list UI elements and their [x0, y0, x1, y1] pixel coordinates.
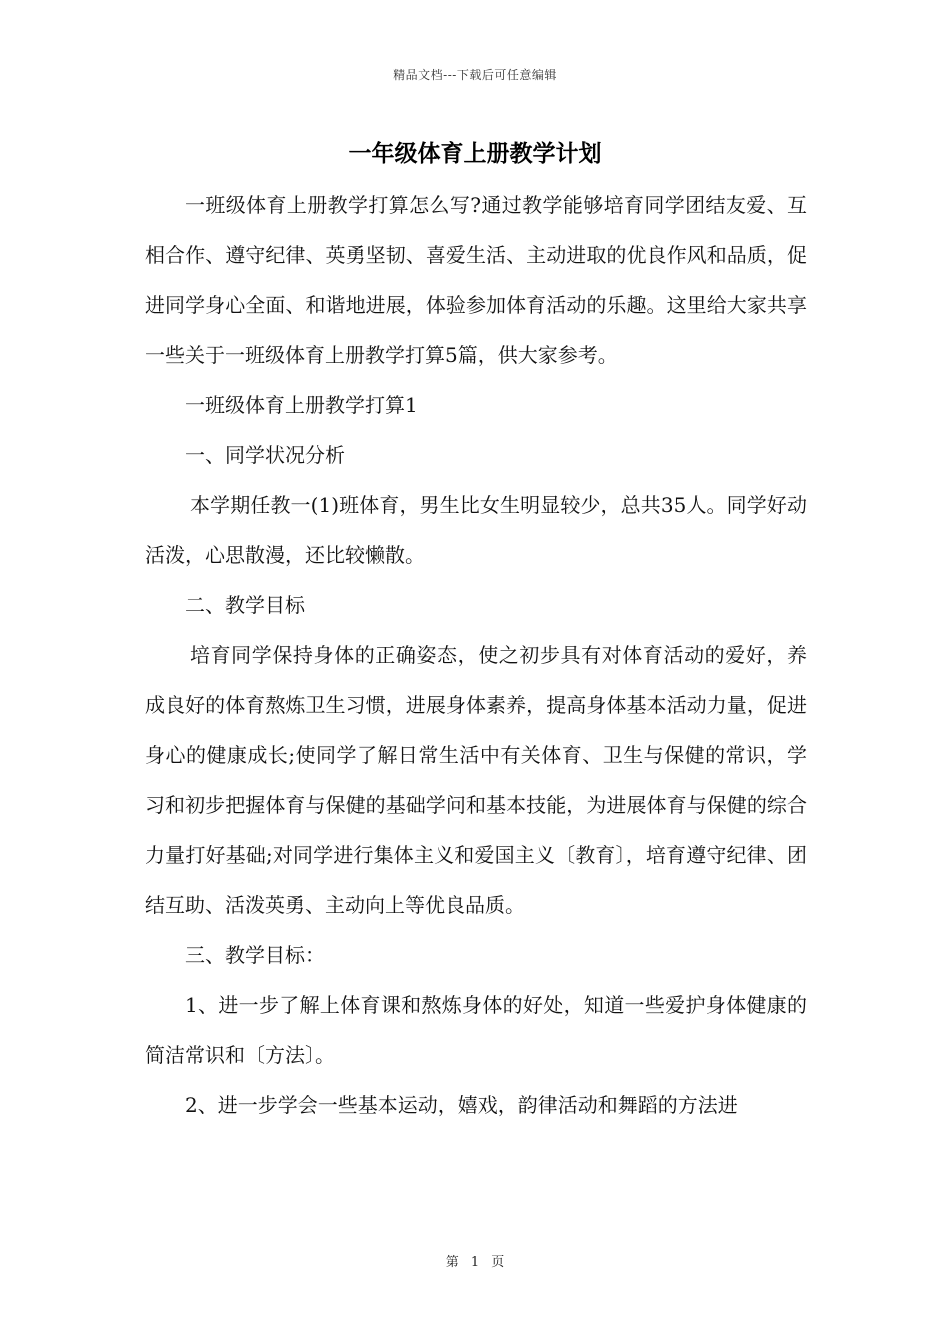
section-heading-plan-1: 一班级体育上册教学打算1	[185, 393, 418, 417]
goal-item-2: 2、进一步学会一些基本运动，嬉戏，韵律活动和舞蹈的方法进	[185, 1093, 738, 1117]
teaching-goals-paragraph: 培育同学保持身体的正确姿态，使之初步具有对体育活动的爱好，养成良好的体育熬炼卫生习惯，进展身体素养，提高身体基本活动力量，促进身心的健康成长;使同学了解日常生活中有关体育、卫生与保健的常识，学习和初步把握体育与保健的基础学问和基本技能，为进展体育与保健的综合力量打好基础;对同学进行集体主义和爱国主义〔教育〕，培育遵守纪律、团结互助、活泼英勇、主动向上等优良品质。	[145, 643, 807, 917]
page-number-suffix: 页	[491, 1255, 505, 1270]
page-header: 精品文档---下载后可任意编辑	[393, 68, 557, 82]
document-body	[145, 180, 807, 1130]
page-number-prefix: 第	[445, 1255, 459, 1270]
document-title: 一年级体育上册教学计划	[348, 140, 602, 167]
student-analysis-paragraph: 本学期任教一(1)班体育，男生比女生明显较少，总共35人。同学好动活泼，心思散漫，还比较懒散。	[145, 493, 807, 567]
goal-item-1: 1、进一步了解上体育课和熬炼身体的好处，知道一些爱护身体健康的简洁常识和〔方法〕。	[145, 993, 807, 1067]
intro-paragraph: 一班级体育上册教学打算怎么写?通过教学能够培育同学团结友爱、互相合作、遵守纪律、英勇坚韧、喜爱生活、主动进取的优良作风和品质，促进同学身心全面、和谐地进展，体验参加体育活动的乐趣。这里给大家共享一些关于一班级体育上册教学打算5篇，供大家参考。	[145, 193, 807, 367]
section-heading-student-analysis: 一、同学状况分析	[185, 443, 345, 467]
page-number: 1	[470, 1255, 480, 1270]
section-heading-teaching-goals-2: 三、教学目标：	[185, 943, 325, 967]
section-heading-teaching-goals: 二、教学目标	[185, 593, 305, 617]
page-footer	[0, 1251, 950, 1270]
